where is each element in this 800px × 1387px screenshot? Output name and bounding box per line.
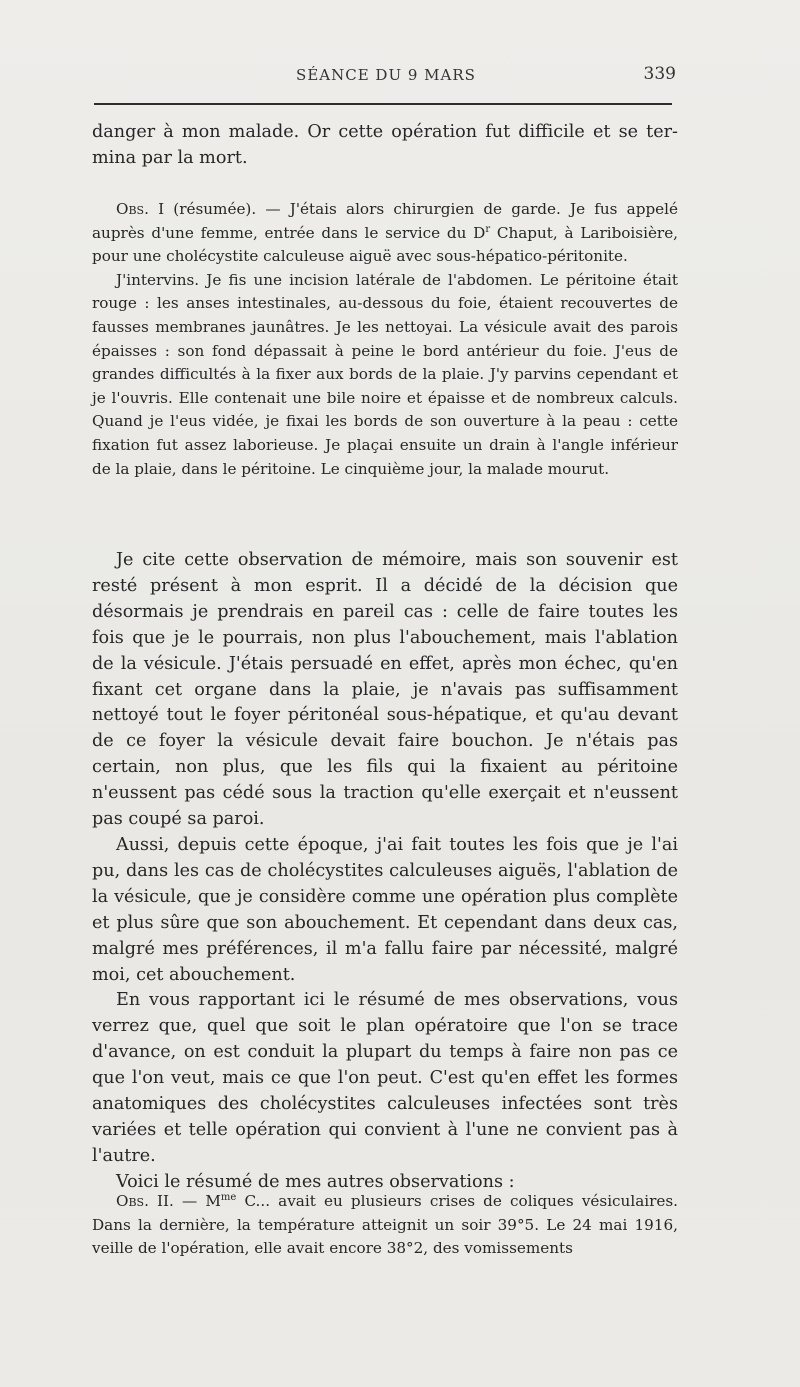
obs2-paragraph [92, 1190, 678, 1261]
continuation-line-1: danger à mon malade. Or cette opération fut difficile et se ter- [92, 122, 678, 142]
continuation-paragraph [92, 120, 678, 172]
obs1-sup: r [485, 223, 491, 235]
continuation-line-2: mina par la mort. [92, 147, 248, 168]
observation-2 [92, 1190, 678, 1261]
body-paragraph-1: Je cite cette observation de mémoire, mais son souvenir est resté présent à mon esprit. Il a décidé de la décision que désormais je prendrais en pareil cas : celle de faire toutes les fois que je le pourrais, non plus l'abouchement, mais l'ablation de la vésicule. J'étais persuadé en effet, après mon échec, qu'en fixant cet organe dans la plaie, je n'avais pas suffisamment nettoyé tout le foyer péritonéal sous-hépatique, et qu'au devant de ce foyer la vésicule devait faire bouchon. Je n'étais pas certain, non plus, que les fils qui la fixaient au péritoine n'eussent pas cédé sous la traction qu'elle exerçait et n'eussent pas coupé sa paroi. [92, 550, 678, 830]
obs1-text-a: (résumée). — J'étais alors chirurgien de garde. Je fus appelé auprès d'une femme, entrée dans le service du D [92, 200, 678, 242]
obs1-label: Obs. I [116, 200, 165, 218]
obs1-paragraph-2: J'intervins. Je fis une incision latérale de l'abdomen. Le péritoine était rouge : les anses intestinales, au-dessous du foie, étaient recouvertes de fausses membranes jaunâtres. Je les nettoyai. La vésicule avait des parois épaisses : son fond dépassait à peine le bord antérieur du foie. J'eus de grandes difficultés à la fixer aux bords de la plaie. J'y parvins cependant et je l'ouvris. Elle contenait une bile noire et épaisse et de nombreux calculs. Quand je l'eus vidée, je fixai les bords de son ouverture à la peau : cette fixation fut assez laborieuse. Je plaçai ensuite un drain à l'angle inférieur de la plaie, dans le péritoine. Le cinquième jour, la malade mourut. [92, 270, 678, 478]
obs2-label: Obs. II. [116, 1192, 174, 1210]
obs2-sup: me [220, 1191, 237, 1203]
body-paragraph-2: Aussi, depuis cette époque, j'ai fait toutes les fois que je l'ai pu, dans les cas de cholécystites calculeuses aiguës, l'ablation de la vésicule, que je considère comme une opération plus complète et plus sûre que son abouchement. Et cependant dans deux cas, malgré mes préférences, il m'a fallu faire par nécessité, malgré moi, cet abouchement. [92, 834, 678, 985]
main-body [92, 548, 678, 1196]
obs2-text-b: C... avait eu plusieurs crises de coliques vésiculaires. Dans la dernière, la température atteignit un soir 39°5. Le 24 mai 1916, veille de l'opération, elle avait encore 38°2, des vomissements [92, 1192, 678, 1258]
obs1-paragraph-1 [92, 198, 678, 269]
header-rule [94, 103, 672, 105]
body-paragraph-3: En vous rapportant ici le résumé de mes observations, vous verrez que, quel que soit le plan opératoire que l'on se trace d'avance, on est conduit la plupart du temps à faire non pas ce que l'on veut, mais ce que l'on peut. C'est qu'en effet les formes anatomiques des cholécystites calculeuses infectées sont très variées et telle opération qui convient à l'une ne convient pas à l'autre. [92, 990, 678, 1166]
body-paragraph-4: Voici le résumé de mes autres observations : [116, 1171, 515, 1192]
page-number: 339 [643, 64, 676, 84]
obs2-text-a: — M [173, 1192, 221, 1210]
obs1-text-b: Chaput, à Lariboisière, pour une cholécystite calculeuse aiguë avec sous-hépatico-péritonite. [92, 223, 679, 266]
running-head [92, 62, 680, 90]
observation-1 [92, 198, 678, 481]
running-title: SÉANCE DU 9 MARS [296, 66, 476, 84]
